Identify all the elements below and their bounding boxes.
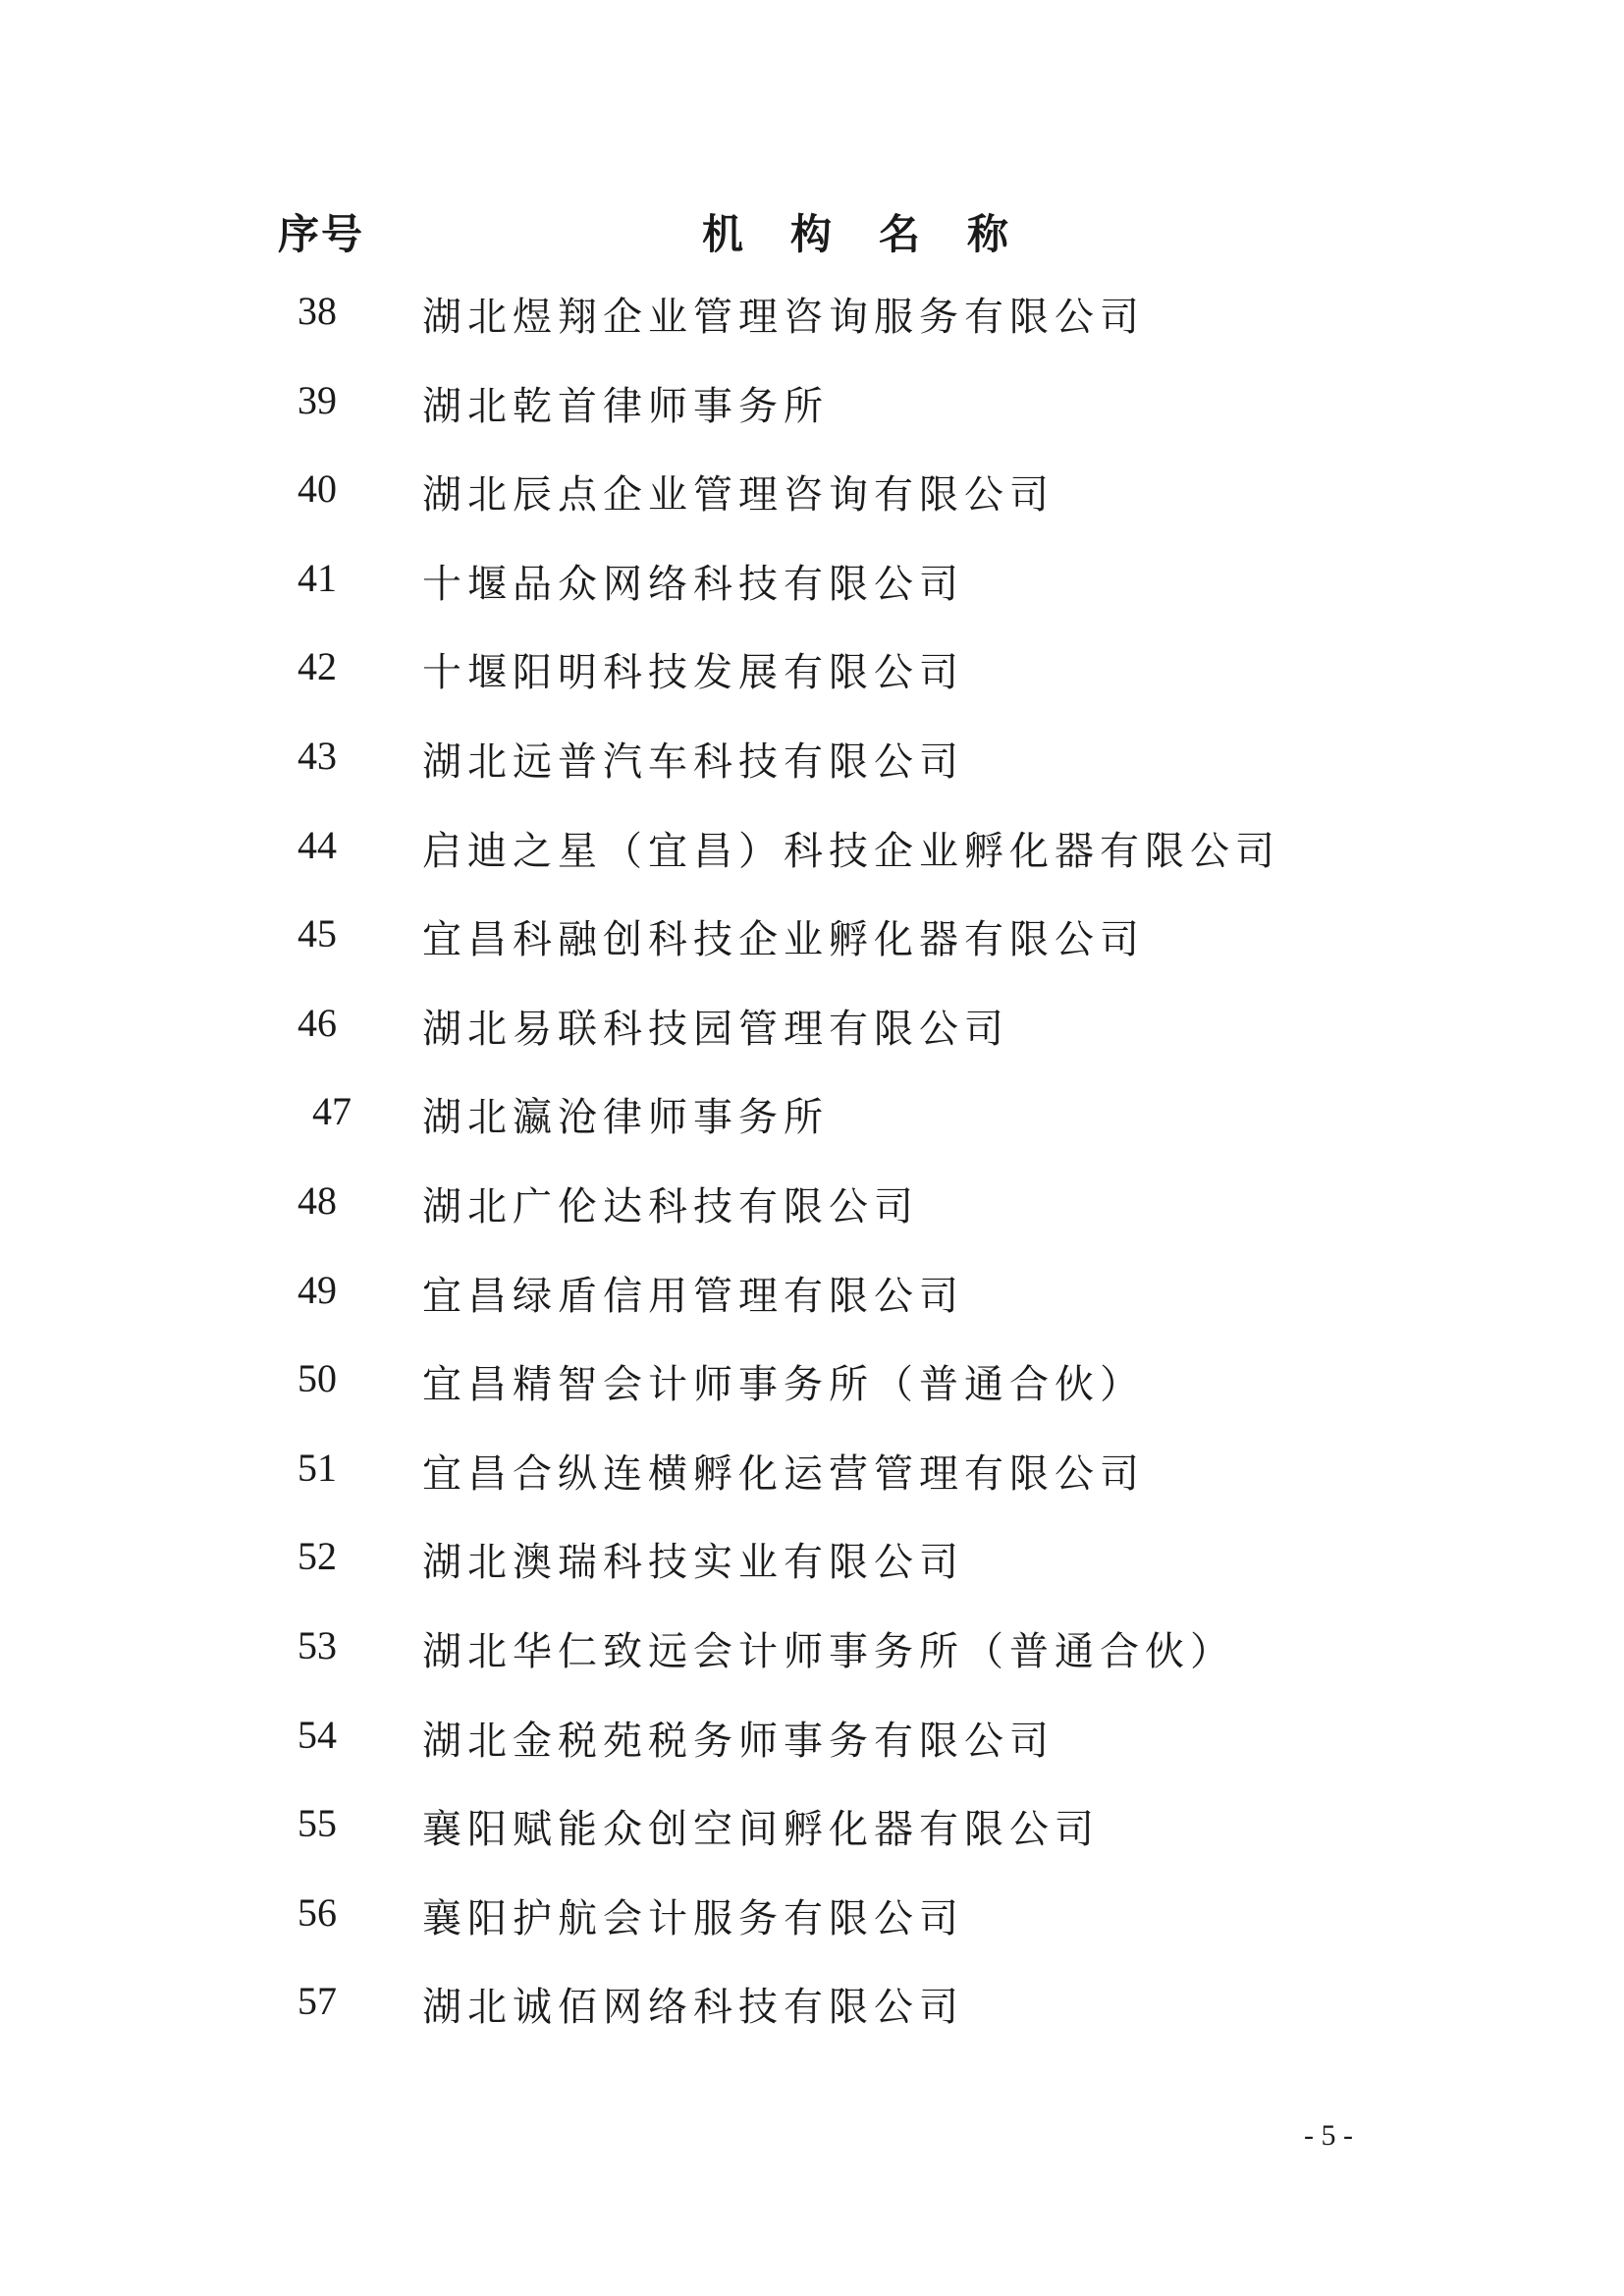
org-name: 十堰阳明科技发展有限公司 (422, 650, 964, 696)
row-number: 42 (298, 644, 337, 689)
table-row (0, 1082, 1624, 1172)
org-name: 湖北澳瑞科技实业有限公司 (422, 1540, 964, 1586)
row-number: 46 (298, 1000, 337, 1045)
organization-list (0, 282, 1624, 2061)
row-number: 44 (298, 822, 337, 867)
row-number: 38 (298, 289, 337, 333)
row-number: 48 (298, 1177, 337, 1223)
table-row (0, 1616, 1624, 1706)
header-seq-label: 序号 (278, 210, 365, 258)
table-row (0, 727, 1624, 816)
table-row (0, 1794, 1624, 1884)
row-number: 47 (312, 1089, 352, 1134)
org-name: 湖北广伦达科技有限公司 (422, 1183, 919, 1230)
row-number: 56 (298, 1889, 337, 1935)
row-number: 57 (298, 1979, 337, 2024)
row-number: 41 (298, 555, 337, 600)
table-row (0, 904, 1624, 994)
table-row (0, 549, 1624, 638)
table-row (0, 282, 1624, 371)
header-name-label: 机构名称 (702, 210, 1056, 258)
row-number: 39 (298, 377, 337, 422)
table-row (0, 1261, 1624, 1350)
org-name: 十堰品众网络科技有限公司 (422, 561, 964, 607)
row-number: 53 (298, 1622, 337, 1667)
table-row (0, 1527, 1624, 1616)
row-number: 49 (298, 1267, 337, 1312)
row-number: 54 (298, 1712, 337, 1757)
table-row (0, 371, 1624, 461)
row-number: 52 (298, 1534, 337, 1579)
row-number: 55 (298, 1801, 337, 1846)
org-name: 宜昌合纵连横孵化运营管理有限公司 (422, 1450, 1145, 1497)
table-row (0, 460, 1624, 549)
row-number: 43 (298, 733, 337, 778)
org-name: 启迪之星（宜昌）科技企业孵化器有限公司 (422, 828, 1280, 874)
table-row (0, 816, 1624, 905)
table-row (0, 1972, 1624, 2061)
org-name: 宜昌绿盾信用管理有限公司 (422, 1273, 964, 1319)
org-name: 湖北远普汽车科技有限公司 (422, 738, 964, 785)
org-name: 湖北煜翔企业管理咨询服务有限公司 (422, 295, 1145, 340)
row-number: 50 (298, 1356, 337, 1401)
org-name: 湖北瀛沧律师事务所 (422, 1095, 829, 1141)
org-name: 宜昌科融创科技企业孵化器有限公司 (422, 917, 1145, 963)
row-number: 51 (298, 1445, 337, 1490)
table-row (0, 1884, 1624, 1973)
org-name: 湖北金税苑税务师事务有限公司 (422, 1718, 1055, 1764)
org-name: 湖北易联科技园管理有限公司 (422, 1006, 1009, 1052)
table-row (0, 1439, 1624, 1528)
org-name: 襄阳赋能众创空间孵化器有限公司 (422, 1807, 1100, 1853)
org-name: 宜昌精智会计师事务所（普通合伙） (422, 1362, 1145, 1408)
table-header (0, 196, 1624, 265)
row-number: 45 (298, 911, 337, 957)
table-row (0, 1172, 1624, 1261)
table-row (0, 637, 1624, 727)
org-name: 湖北华仁致远会计师事务所（普通合伙） (422, 1628, 1235, 1674)
org-name: 湖北诚佰网络科技有限公司 (422, 1985, 964, 2031)
table-row (0, 1706, 1624, 1795)
table-row (0, 1349, 1624, 1439)
org-name: 襄阳护航会计服务有限公司 (422, 1895, 964, 1941)
org-name: 湖北乾首律师事务所 (422, 383, 829, 429)
org-name: 湖北辰点企业管理咨询有限公司 (422, 472, 1055, 519)
table-row (0, 994, 1624, 1083)
page-number: - 5 - (1304, 2119, 1353, 2152)
row-number: 40 (298, 466, 337, 512)
